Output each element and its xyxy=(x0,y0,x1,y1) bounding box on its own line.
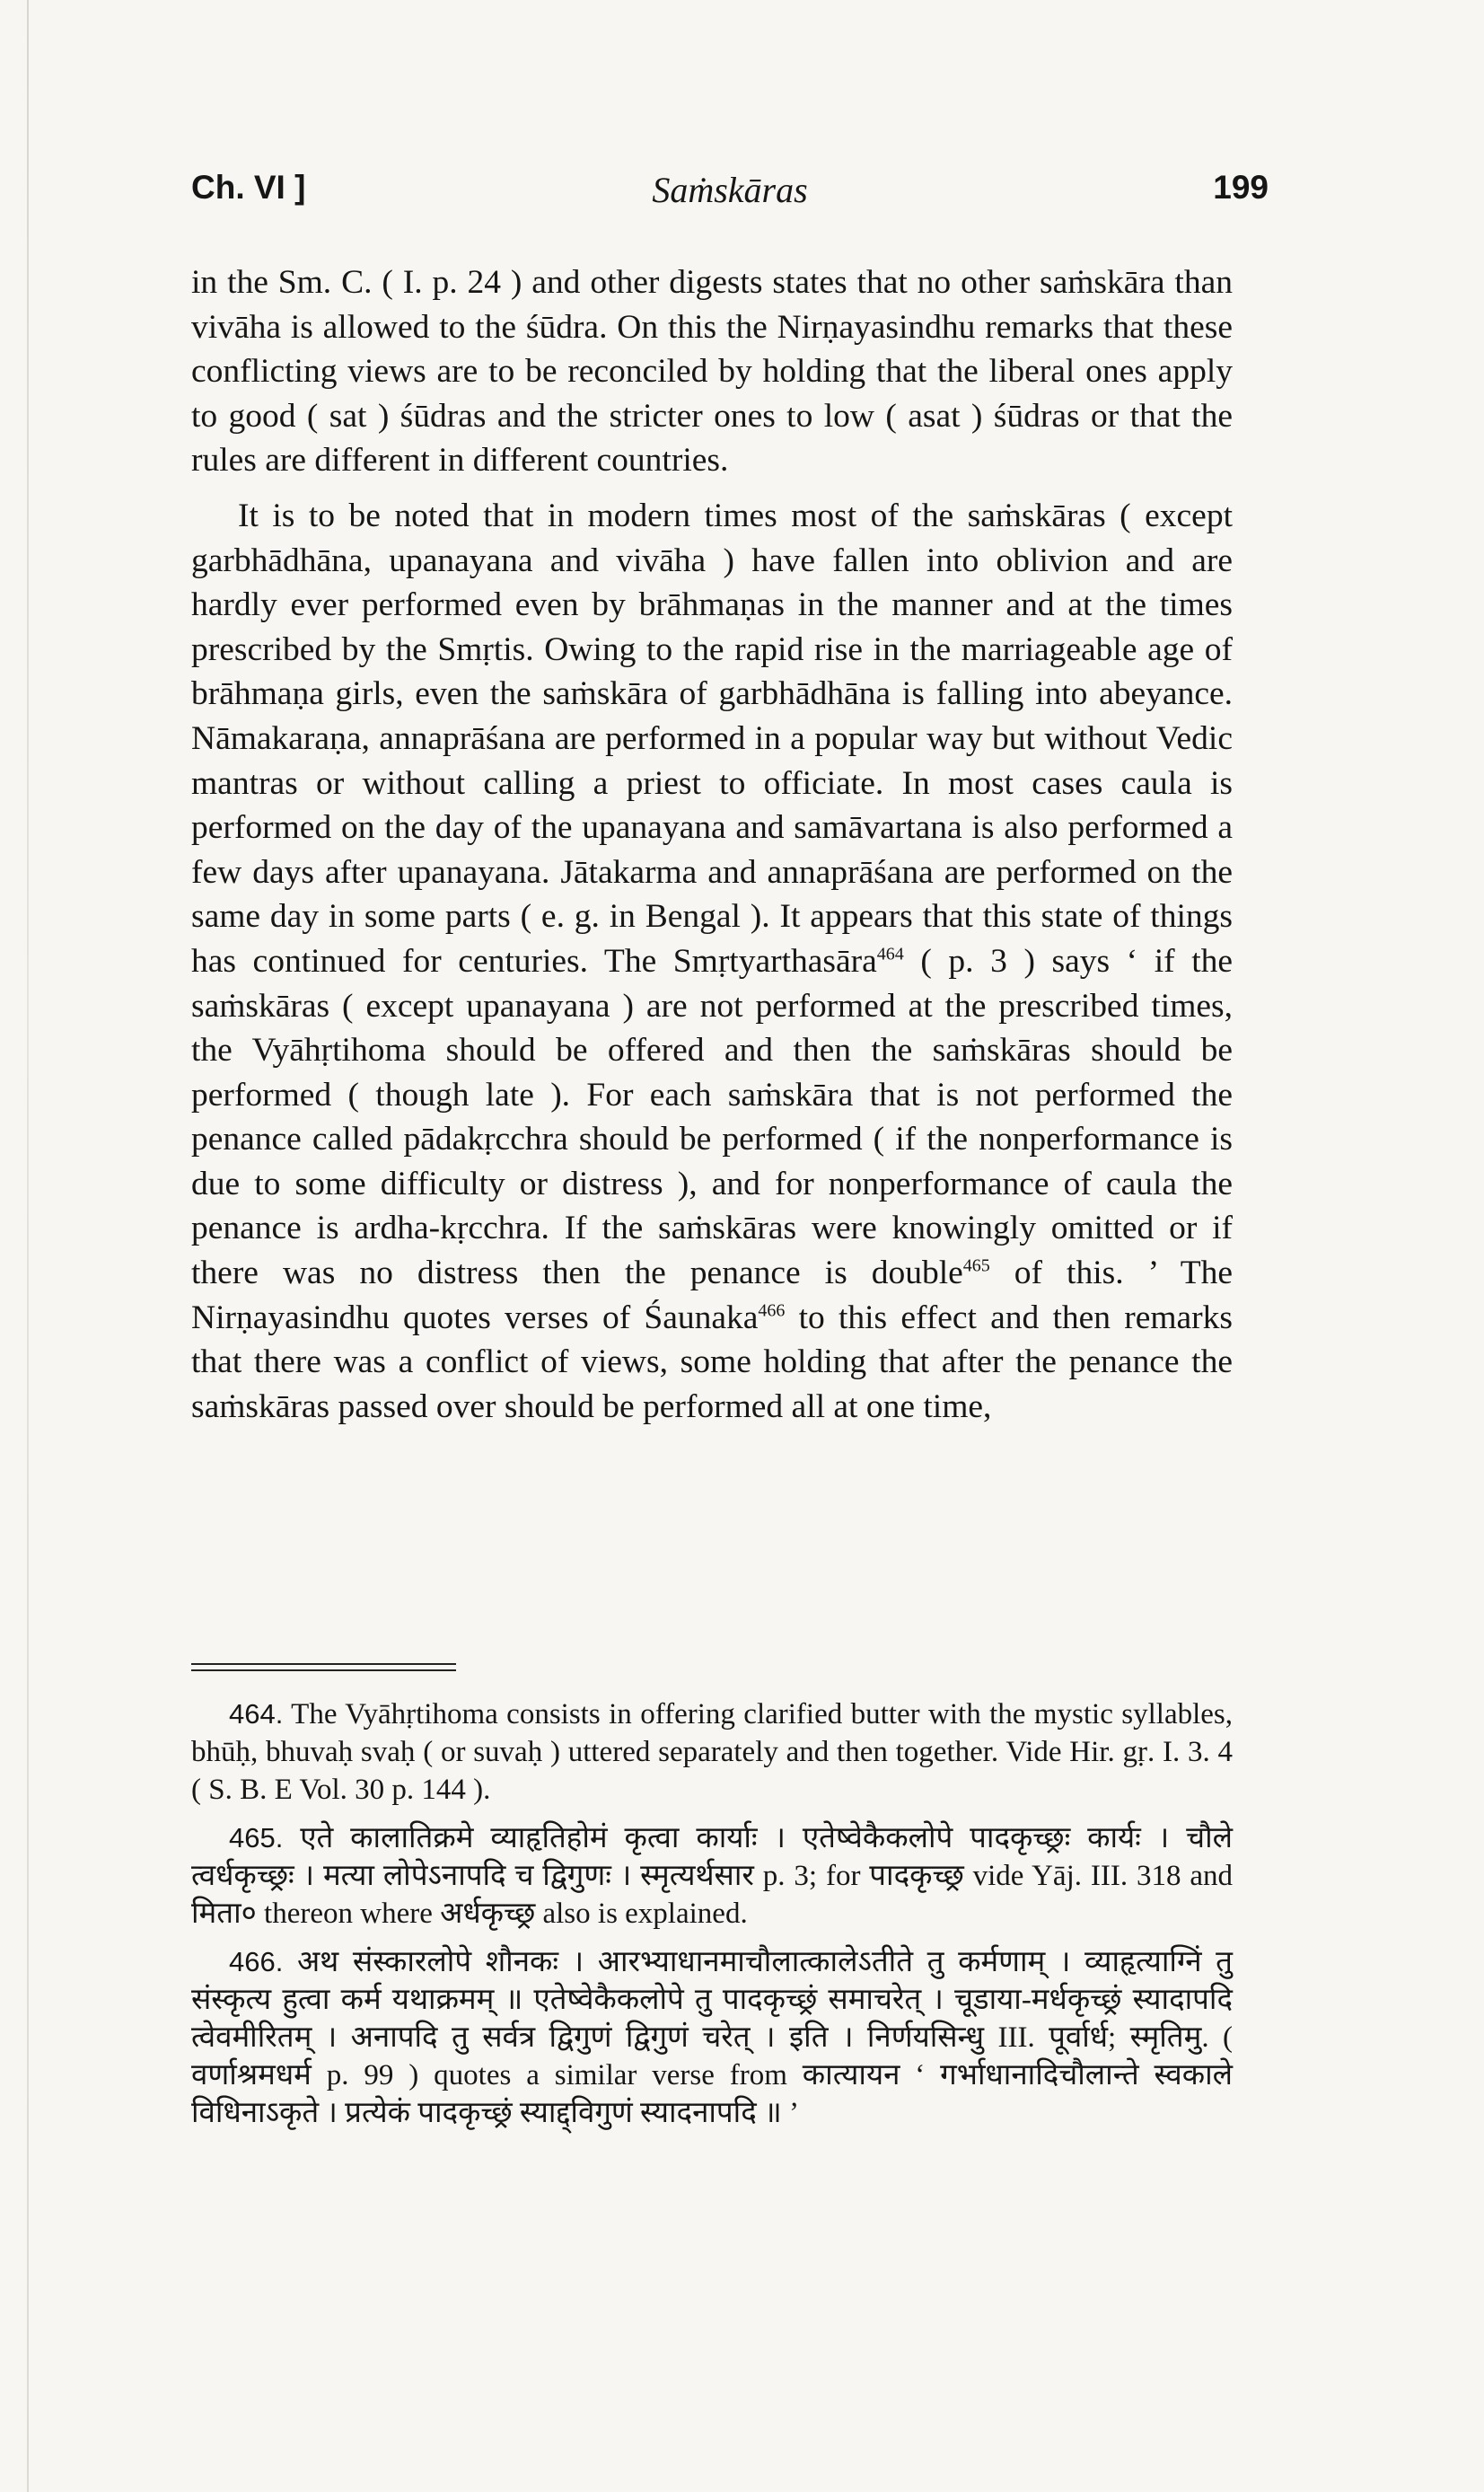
footnote-ref-465: 465 xyxy=(962,1255,990,1276)
running-title: Saṁskāras xyxy=(652,170,808,210)
footnote-text: एते कालातिक्रमे व्याहृतिहोमं कृत्वा कार्याः । एतेष्वेकैकलोपे पादकृच्छ्रः कार्यः । चौले त्वर्धकृच्छ्रः । मत्या लोपेऽनापदि च द्विगुणः । स्मृत्यर्थसार p. 3; for पादकृच्छ्र vide Yāj. III. 318 and मिता० thereon where अर्धकृच्छ्र also is explained. xyxy=(191,1822,1233,1930)
footnote-464 xyxy=(191,1695,1233,1809)
gutter-shadow xyxy=(27,0,29,2492)
footnote-divider xyxy=(191,1663,456,1665)
page-number: 199 xyxy=(1213,169,1269,206)
footnote-divider-second xyxy=(191,1669,456,1671)
main-text xyxy=(191,260,1233,1429)
footnote-465 xyxy=(191,1819,1233,1933)
footnote-ref-464: 464 xyxy=(876,944,904,964)
paragraph-2 xyxy=(191,494,1233,1429)
paragraph-2-part-b: ( p. 3 ) says ‘ if the saṁskāras ( except upanayana ) are not performed at the prescribed times, the Vyāhṛtihoma should be offered and then the saṁskāras should be performed ( though late ). For each saṁskāra that is not performed the penance called pādakṛcchra should be performed ( if the nonperformance is due to some difficulty or distress ), and for nonperformance of caula the penance is ardha-kṛcchra. If the saṁskāras were knowingly omitted or if there was no distress then the penance is double xyxy=(191,942,1234,1292)
page-header xyxy=(191,169,1269,223)
footnote-ref-466: 466 xyxy=(758,1300,786,1321)
footnote-text: The Vyāhṛtihoma consists in offering clarified butter with the mystic syllables, bhūḥ, bhuvaḥ svaḥ ( or suvaḥ ) uttered separately and then together. Vide Hir. gṛ. I. 3. 4 ( S. B. E Vol. 30 p. 144 ). xyxy=(191,1698,1233,1806)
chapter-label: Ch. VI ] xyxy=(191,169,306,206)
paragraph-2-part-a: It is to be noted that in modern times most of the saṁskāras ( except garbhādhāna, upanayana and vivāha ) have fallen into oblivion and are hardly ever performed even by brāhmaṇas in the manner and at the times prescribed by the Smṛtis. Owing to the rapid rise in the marriageable age of brāhmaṇa girls, even the saṁskāra of garbhādhāna is falling into abeyance. Nāmakaraṇa, annaprāśana are performed in a popular way but without Vedic mantras or without calling a priest to officiate. In most cases caula is performed on the day of the upanayana and samāvartana is also performed a few days after upanayana. Jātakarma and annaprāśana are performed on the same day in some parts ( e. g. in Bengal ). It appears that this state of things has continued for centuries. The Smṛtyarthasāra xyxy=(191,497,1233,980)
footnote-466 xyxy=(191,1943,1233,2132)
footnote-number: 465. xyxy=(229,1822,284,1854)
footnotes xyxy=(191,1695,1233,2143)
footnote-number: 464. xyxy=(229,1698,284,1730)
paragraph-2-part-c: of this. ’ The Nirṇayasindhu quotes verses of Śaunaka xyxy=(191,1255,1233,1336)
footnote-text: अथ संस्कारलोपे शौनकः । आरभ्याधानमाचौलात्कालेऽतीते तु कर्मणाम् । व्याहृत्याग्निं तु संस्कृत्य हुत्वा कर्म यथाक्रमम् ॥ एतेष्वेकैकलोपे तु पादकृच्छ्रं समाचरेत् । चूडाया-मर्धकृच्छ्रं स्यादापदि त्वेवमीरितम् । अनापदि तु सर्वत्र द्विगुणं द्विगुणं चरेत् । इति । निर्णयसिन्धु III. पूर्वार्ध; स्मृतिमु. ( वर्णाश्रमधर्म p. 99 ) quotes a similar verse from कात्यायन ‘ गर्भाधानादिचौलान्ते स्वकाले विधिनाऽकृते । प्रत्येकं पादकृच्छ्रं स्याद्द्विगुणं स्यादनापदि ॥ ’ xyxy=(191,1946,1233,2129)
paragraph-1: in the Sm. C. ( I. p. 24 ) and other digests states that no other saṁskāra than vivāha is allowed to the śūdra. On this the Nirṇayasindhu remarks that these conflicting views are to be reconciled by holding that the liberal ones apply to good ( sat ) śūdras and the stricter ones to low ( asat ) śūdras or that the rules are different in different countries. xyxy=(191,264,1233,480)
paragraph-2-part-d: to this effect and then remarks that there was a conflict of views, some holding that after the penance the saṁskāras passed over should be performed all at one time, xyxy=(191,1299,1234,1425)
footnote-number: 466. xyxy=(229,1946,284,1977)
